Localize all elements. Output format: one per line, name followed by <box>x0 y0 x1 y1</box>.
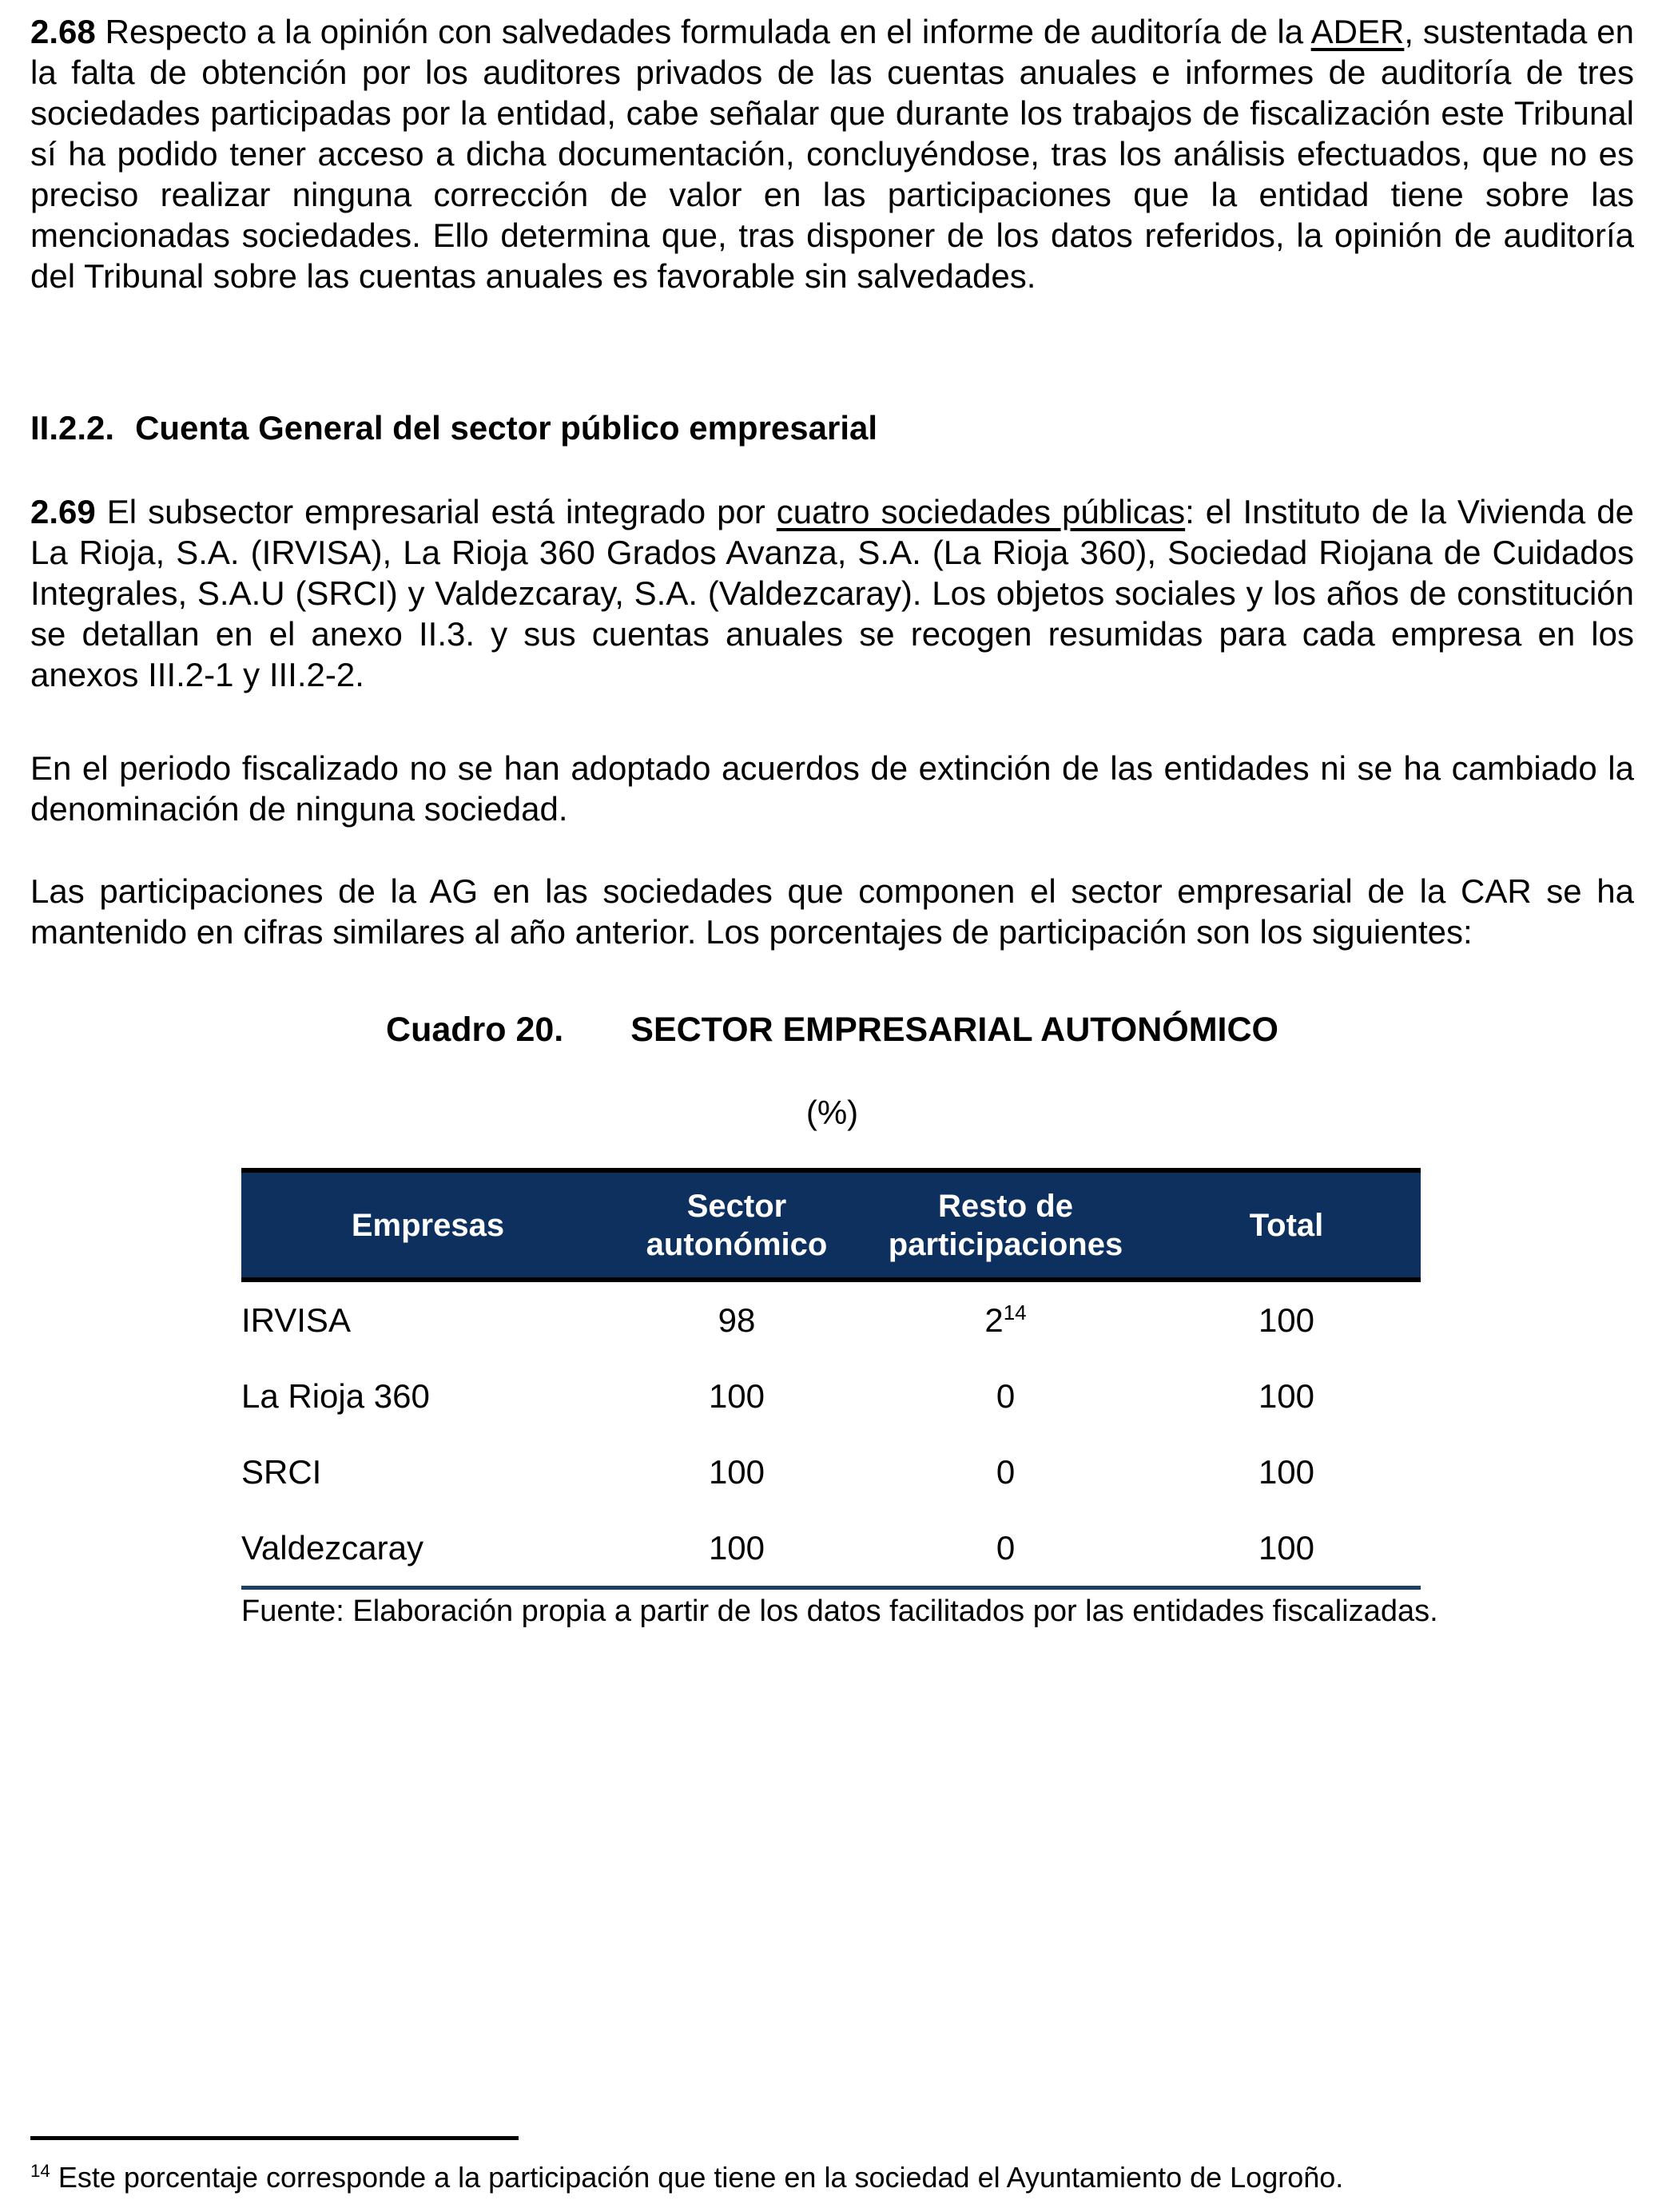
cell-resto: 0 <box>859 1358 1152 1434</box>
table-row-valdezcaray <box>241 1510 1421 1588</box>
paragraph-number: 2.69 <box>30 493 96 530</box>
header-cell-total: Total <box>1152 1170 1421 1280</box>
footnote-section <box>30 2136 1343 2196</box>
table-row-larioja360 <box>241 1358 1421 1434</box>
header-cell-resto: Resto de participaciones <box>859 1170 1152 1280</box>
header-cell-sector: Sector autonómico <box>614 1170 859 1280</box>
section-heading <box>30 407 1634 448</box>
paragraph-2-68 <box>30 11 1634 296</box>
cuadro-title-text: SECTOR EMPRESARIAL AUTONÓMICO <box>630 1011 1278 1049</box>
paragraph-participaciones: Las participaciones de la AG en las sociedades que componen el sector empresarial de la CAR se ha mantenido en cifras similares al año anterior. Los porcentajes de participación son los siguientes: <box>30 872 1634 951</box>
cuadro-unit: (%) <box>805 1094 859 1131</box>
cell-sector: 98 <box>614 1280 859 1358</box>
paragraph-text: Respecto a la opinión con salvedades formulada en el informe de auditoría de la <box>95 13 1311 50</box>
footnote-separator <box>30 2136 519 2140</box>
cell-sector: 100 <box>614 1358 859 1434</box>
cuadro-caption <box>30 1008 1634 1051</box>
table-header-row <box>241 1170 1421 1280</box>
cell-empresa: SRCI <box>241 1434 614 1510</box>
cell-resto: 0 <box>859 1434 1152 1510</box>
paragraph-text: : el Instituto de la Vivienda de La Rioja, S.A. (IRVISA), La Rioja 360 Grados Avanza, S.A. (La Rioja 360), Sociedad Riojana de Cuidados Integrales, S.A.U (SRCI) y Valdezcaray, S.A. (Valdezcaray). Los objetos sociales y los años de constitución se detallan en el anexo II.3. y sus cuentas anuales se recogen resumidas para cada empresa en los anexos III.2-1 y III.2-2. <box>30 493 1634 693</box>
underlined-term-sociedades: cuatro sociedades públicas <box>776 493 1186 530</box>
cell-total: 100 <box>1152 1358 1421 1434</box>
cell-empresa: La Rioja 360 <box>241 1358 614 1434</box>
cuadro-label: Cuadro 20. <box>386 1011 564 1049</box>
table-row-srci <box>241 1434 1421 1510</box>
paragraph-text: El subsector empresarial está integrado por <box>95 493 777 530</box>
cell-total: 100 <box>1152 1510 1421 1588</box>
cell-sector: 100 <box>614 1510 859 1588</box>
cell-empresa: Valdezcaray <box>241 1510 614 1588</box>
cell-resto: 0 <box>859 1510 1152 1588</box>
header-cell-empresas: Empresas <box>241 1170 614 1280</box>
underlined-term-ader: ADER <box>1310 13 1405 50</box>
paragraph-periodo: En el periodo fiscalizado no se han adoptado acuerdos de extinción de las entidades ni se ha cambiado la denominación de ninguna sociedad. <box>30 749 1634 828</box>
footnote-text: Este porcentaje corresponde a la participación que tiene en la sociedad el Ayuntamiento de Logroño. <box>50 2161 1344 2194</box>
cell-empresa: IRVISA <box>241 1280 614 1358</box>
cell-total: 100 <box>1152 1434 1421 1510</box>
section-title: Cuenta General del sector público empresarial <box>135 409 878 447</box>
fuente-note: Fuente: Elaboración propia a partir de los datos facilitados por las entidades fiscalizadas. <box>241 1594 1438 1628</box>
cell-resto: $2^{14}$ <box>859 1280 1152 1358</box>
footnote-marker: 14 <box>30 2161 50 2181</box>
section-number: II.2.2. <box>30 409 115 447</box>
table-row-irvisa <box>241 1280 1421 1358</box>
paragraph-number: 2.68 <box>30 13 96 50</box>
cell-total: 100 <box>1152 1280 1421 1358</box>
paragraph-2-69 <box>30 491 1634 695</box>
footnote-14 <box>30 2159 1343 2196</box>
cell-sector: 100 <box>614 1434 859 1510</box>
paragraph-text: , sustentada en la falta de obtención por los auditores privados de las cuentas anuales e informes de auditoría de tres sociedades participadas por la entidad, cabe señalar que durante los trabajos de fiscalización este Tribunal sí ha podido tener acceso a dicha documentación, concluyéndose, tras los análisis efectuados, que no es preciso realizar ninguna corrección de valor en las participaciones que la entidad tiene sobre las mencionadas sociedades. Ello determina que, tras disponer de los datos referidos, la opinión de auditoría del Tribunal sobre las cuentas anuales es favorable sin salvedades. <box>30 13 1635 295</box>
footnote-ref-14: 14 <box>1003 1300 1027 1324</box>
participation-table <box>241 1168 1421 1590</box>
